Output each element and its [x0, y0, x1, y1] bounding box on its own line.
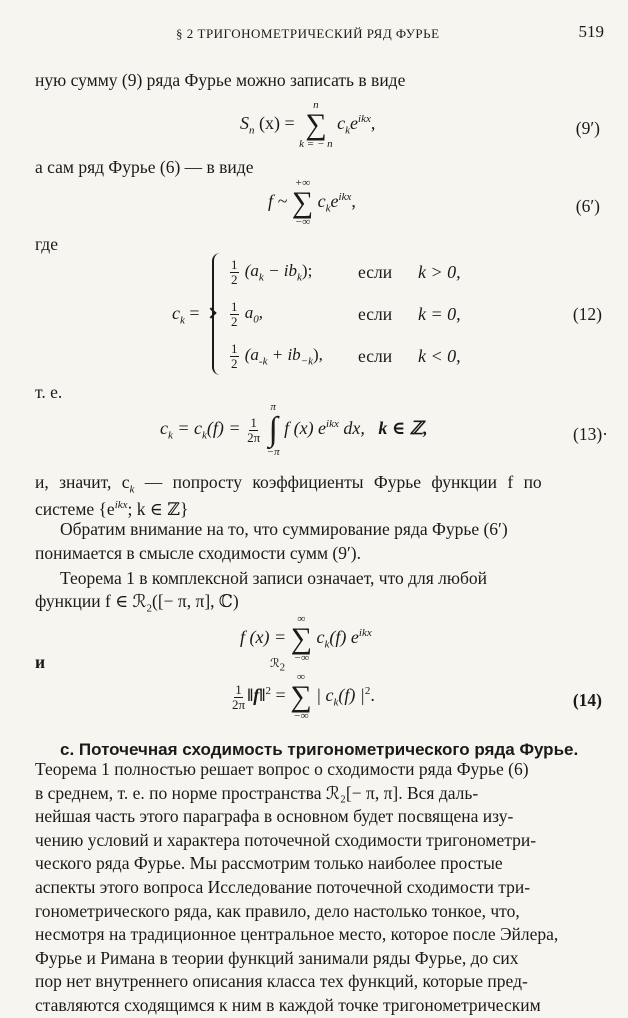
eq-text: ); — [301, 261, 313, 281]
frac-num: 1 — [231, 257, 238, 272]
eq-text: f (x) = — [240, 627, 287, 648]
eq-subscript: k — [168, 429, 173, 442]
equation-number: (6′) — [575, 196, 600, 216]
eq-symbol: e — [350, 113, 359, 134]
fraction — [247, 416, 260, 444]
frac-den: 2 — [231, 313, 238, 329]
paragraph-line: Фурье и Римана в теории функций занимали ряды Фурье, до сих — [35, 947, 519, 968]
eq-subscript: 2 — [146, 602, 152, 615]
eq-subscript: 2 — [279, 661, 286, 674]
eq-text: f ~ — [268, 191, 288, 212]
equation-14 — [230, 672, 375, 722]
eq-subscript: k — [333, 696, 339, 709]
eq-subscript: k — [258, 271, 264, 284]
equation-number: (14) — [572, 690, 602, 710]
sum-upper: +∞ — [294, 177, 311, 189]
eq-text: dx, — [338, 418, 365, 439]
eq-text: , — [370, 113, 376, 134]
paragraph-line: пор нет внутреннего описания класса тех функций, которые пред- — [35, 971, 528, 992]
equation-12-row — [228, 342, 323, 370]
paragraph-line: аспекты этого вопроса Исследование поточечной сходимости три- — [35, 876, 531, 897]
text-line: Обратим внимание на то, что суммирование ряда Фурье (6′) — [60, 519, 508, 539]
convergence-space-label — [270, 656, 285, 673]
text-run: системе {e — [35, 498, 115, 519]
eq-superscript: ikx — [358, 113, 371, 126]
eq-text: + ib — [267, 345, 301, 365]
eq-subscript: k — [345, 124, 351, 137]
condition: k < 0, — [418, 346, 461, 366]
eq-symbol: c — [317, 191, 326, 212]
eq-superscript: ikx — [114, 499, 128, 511]
frac-num: 1 — [235, 681, 242, 697]
summation: ∞ ∑ −∞ — [290, 671, 312, 722]
text-run: ([− π, π], ℂ) — [152, 591, 239, 611]
eq-symbol: e — [330, 191, 339, 212]
fraction — [232, 683, 245, 711]
frac-den: 2π — [247, 429, 261, 445]
text-run: — попросту коэффициенты Фурье функции f по — [134, 472, 542, 492]
equation-9prime — [240, 100, 375, 150]
paragraph-line: ставляются сходящимся к ним в каждой точке тригонометрическим — [35, 994, 541, 1015]
eq-text: − ib — [263, 261, 298, 281]
paragraph-line: чению условий и характера поточечной сходимости тригонометри- — [35, 829, 537, 850]
frac-num: 1 — [231, 299, 238, 314]
eq-text: (f) | — [338, 685, 365, 706]
text-line: а сам ряд Фурье (6) — в виде — [35, 157, 254, 177]
equation-number: (12) — [572, 304, 602, 324]
equation-fourier-expansion — [240, 614, 372, 664]
eq-text: | c — [316, 685, 334, 706]
condition-word: если — [358, 346, 393, 366]
eq-superscript: 2 — [364, 685, 371, 698]
eq-text: ), — [312, 345, 323, 365]
eq-text: (f) e — [329, 627, 359, 648]
frac-num: 1 — [231, 341, 238, 356]
fraction — [230, 300, 239, 328]
eq-text: (x) = — [259, 113, 295, 134]
text-run: ; k ∈ ℤ} — [127, 498, 189, 519]
eq-text: = — [275, 685, 286, 706]
condition: k > 0, — [418, 262, 461, 282]
eq-text: = c — [177, 418, 203, 439]
summation: n ∑ k = − n — [299, 99, 333, 150]
eq-symbol: c — [337, 113, 346, 134]
text-run: функции f ∈ ℛ — [35, 591, 147, 611]
condition-word: если — [358, 304, 393, 324]
eq-text: (a — [244, 345, 259, 365]
section-heading: с. Поточечная сходимость тригонометрического ряда Фурье. — [60, 740, 579, 759]
sum-upper: ∞ — [297, 613, 306, 625]
paragraph-line: гонометрического ряда, как правило, дело настолько тонкое, что, — [35, 900, 520, 921]
eq-subscript: −k — [300, 355, 313, 368]
equation-12-row — [228, 300, 263, 328]
eq-subscript: k — [324, 638, 330, 651]
paragraph-line: Теорема 1 полностью решает вопрос о сходимости ряда Фурье (6) — [35, 759, 529, 779]
equation-number: (9′) — [575, 118, 600, 138]
text-line: т. е. — [35, 382, 63, 402]
frac-den: 2 — [231, 271, 238, 287]
section-paragraph — [35, 758, 601, 1018]
int-upper: π — [270, 401, 276, 413]
equation-number: (13)· — [573, 424, 608, 444]
sum-lower: −∞ — [294, 216, 311, 228]
eq-text: k ∈ ℤ, — [378, 418, 428, 439]
eq-superscript: ikx — [326, 418, 339, 431]
eq-subscript: k — [129, 483, 135, 496]
eq-text: f (x) e — [284, 418, 327, 439]
eq-text: . — [370, 685, 375, 706]
frac-num: 1 — [250, 414, 257, 430]
paragraph-line: в среднем, т. е. по норме пространства ℛ₂[− π, π]. Вся даль- — [35, 782, 479, 803]
eq-symbol: c — [160, 418, 168, 439]
text-line: ную сумму (9) ряда Фурье можно записать в виде — [35, 70, 406, 90]
page-number: 519 — [578, 22, 604, 41]
eq-subscript: -k — [258, 355, 268, 368]
sum-upper: n — [313, 99, 319, 111]
int-lower: −π — [266, 446, 280, 458]
eq-subscript: k — [325, 202, 331, 215]
sum-lower: −∞ — [293, 710, 309, 722]
text-line — [35, 589, 239, 621]
paragraph-line: нейшая часть этого параграфа в основном будет посвящена изу- — [35, 806, 514, 827]
equation-6prime — [268, 178, 356, 228]
summation: +∞ ∑ −∞ — [291, 177, 314, 228]
paragraph-line: несмотря на традиционное центральное место, которое после Эйлера, — [35, 924, 559, 945]
eq-symbol: c — [172, 303, 180, 323]
eq-superscript: ikx — [358, 627, 372, 640]
eq-subscript: k — [202, 429, 207, 442]
fraction — [230, 342, 239, 370]
eq-text: a — [244, 303, 254, 323]
sum-lower: −∞ — [293, 652, 309, 664]
text-run: и, значит, c — [35, 472, 130, 492]
left-brace — [212, 253, 224, 375]
eq-symbol: S — [240, 113, 249, 134]
equation-12-row — [228, 258, 312, 286]
eq-subscript: 0 — [253, 313, 259, 326]
text-line: понимается в смысле сходимости сумм (9′). — [35, 543, 362, 563]
frac-den: 2π — [232, 696, 246, 712]
equation-13 — [160, 402, 428, 458]
summation: ∞ ∑ −∞ — [290, 613, 313, 664]
text-line: где — [35, 234, 58, 254]
text-line: Теорема 1 в комплексной записи означает, что для любой — [60, 568, 488, 588]
integral: π ∫ −π — [266, 401, 280, 458]
frac-den: 2 — [231, 355, 238, 371]
condition-word: если — [358, 262, 393, 282]
eq-text: (f) = — [206, 418, 241, 439]
paragraph-line: ческого ряда Фурье. Мы рассмотрим только наиболее простые — [35, 853, 503, 874]
equation-12-lhs: $c_k$ = — [172, 303, 200, 327]
sum-lower: k = − n — [299, 138, 333, 150]
eq-text: , — [351, 191, 356, 212]
eq-superscript: 2 — [265, 685, 272, 698]
eq-text: ‖f‖ — [247, 685, 266, 706]
sum-upper: ∞ — [296, 671, 305, 683]
eq-subscript: n — [249, 124, 255, 137]
eq-symbol: c — [316, 627, 325, 648]
eq-text: (a — [244, 261, 259, 281]
eq-symbol: ℛ — [270, 656, 280, 670]
text-line: и — [35, 652, 46, 672]
eq-text: , — [258, 303, 263, 323]
running-header: § 2 ТРИГОНОМЕТРИЧЕСКИЙ РЯД ФУРЬЕ — [176, 26, 440, 41]
fraction — [230, 258, 239, 286]
eq-subscript: k — [297, 271, 302, 284]
eq-subscript: k — [180, 314, 185, 327]
eq-superscript: ikx — [338, 191, 352, 204]
condition: k = 0, — [418, 304, 461, 324]
